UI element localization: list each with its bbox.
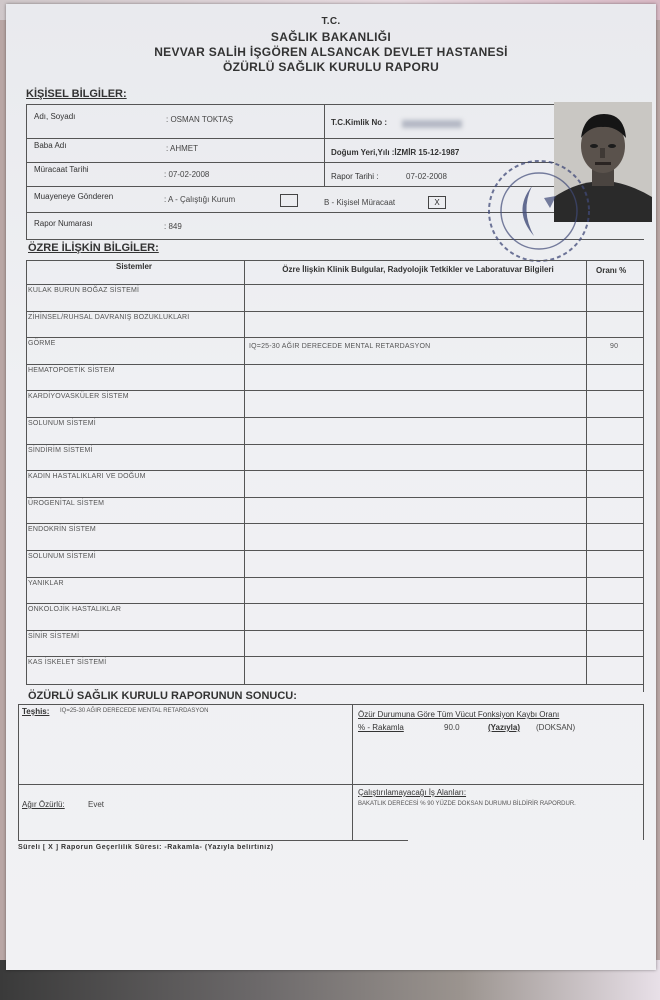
table-row-system: SOLUNUM SİSTEMİ (28, 553, 96, 560)
col-findings-header: Özre İlişkin Klinik Bulgular, Radyolojik Tetkikler ve Laboratuvar Bilgileri (282, 265, 554, 274)
report-date-value: 07-02-2008 (406, 172, 447, 181)
col-ratio-header: Oranı % (596, 266, 627, 275)
table-row-divider (26, 603, 644, 604)
diagnosis-label: Teşhis: (22, 707, 50, 716)
sent-by-label: Muayeneye Gönderen (34, 192, 114, 201)
table-row-divider (26, 311, 644, 312)
table-row-system: SİNDİRİM SİSTEMİ (28, 447, 93, 454)
table-row-divider (26, 656, 644, 657)
application-date-label: Müracaat Tarihi (34, 165, 89, 174)
header-line-1: T.C. (321, 16, 341, 27)
function-loss-label: Özür Durumuna Göre Tüm Vücut Fonksiyon Kaybı Oranı (358, 710, 560, 719)
table-row-system: ENDOKRİN SİSTEM (28, 526, 96, 533)
personal-section-title: KİŞİSEL BİLGİLER: (26, 88, 127, 100)
table-row-system: HEMATOPOETİK SİSTEM (28, 367, 115, 374)
table-row-divider (26, 284, 644, 285)
work-areas-value: BAKATLIK DERECESİ % 90 YÜZDE DOKSAN DURUMU BİLDİRİR RAPORDUR. (358, 801, 576, 807)
result-section-title: ÖZÜRLÜ SAĞLIK KURULU RAPORUNUN SONUCU: (28, 690, 297, 702)
table-row-divider (26, 470, 644, 471)
table-row-system: KADIN HASTALIKLARI VE DOĞUM (28, 473, 146, 480)
table-row-divider (26, 523, 644, 524)
validity-footer-bar: Süreli [ X ] Raporun Geçerlilik Süresi: -Rakamla- (Yazıyla belirtiniz) (18, 844, 274, 851)
diagnosis-value: IQ=25-30 AĞIR DERECEDE MENTAL RETARDASYON (60, 708, 209, 714)
table-row-system: ZİHİNSEL/RUHSAL DAVRANIŞ BOZUKLUKLARI (28, 314, 190, 321)
report-date-label: Rapor Tarihi : (331, 172, 379, 181)
col-systems-header: Sistemler (116, 262, 153, 271)
table-row-system: ÜROGENİTAL SİSTEM (28, 500, 105, 507)
table-row-system: SİNİR SİSTEMİ (28, 633, 80, 640)
percent-numeric-value: 90.0 (444, 723, 460, 732)
disability-section-title: ÖZRE İLİŞKİN BİLGİLER: (28, 242, 159, 254)
table-row-divider (26, 497, 644, 498)
header-hospital: NEVVAR SALİH İŞGÖREN ALSANCAK DEVLET HASTANESİ (154, 45, 508, 59)
tc-redacted (402, 120, 462, 128)
table-row-divider (26, 577, 644, 578)
name-value: : OSMAN TOKTAŞ (166, 115, 234, 124)
sent-option-a: : A - Çalıştığı Kurum (164, 195, 236, 204)
table-row-system: ONKOLOJİK HASTALIKLAR (28, 606, 122, 613)
table-row-ratio: 90 (610, 343, 619, 350)
tc-label: T.C.Kimlik No : (331, 118, 388, 127)
table-bottom-border (26, 684, 644, 685)
report-number-value: : 849 (164, 222, 182, 231)
table-row-divider (26, 630, 644, 631)
table-row-system: GÖRME (28, 340, 56, 347)
father-value: : AHMET (166, 144, 199, 153)
table-row-divider (26, 417, 644, 418)
table-row-system: KAS İSKELET SİSTEMİ (28, 659, 107, 666)
severe-disability-label: Ağır Özürlü: (22, 800, 65, 809)
percent-written-label: (Yazıyla) (488, 723, 521, 732)
application-date-value: : 07-02-2008 (164, 170, 210, 179)
work-areas-label: Çalıştırılamayacağı İş Alanları: (358, 788, 467, 797)
table-row-divider (26, 390, 644, 391)
father-label: Baba Adı (34, 141, 67, 150)
table-row-system: KARDİYOVASKÜLER SİSTEM (28, 393, 129, 400)
table-row-divider (26, 444, 644, 445)
table-row-divider (26, 550, 644, 551)
birth-label: Doğum Yeri,Yılı :İZMİR 15-12-1987 (331, 148, 460, 157)
sent-option-b-checkbox: X (428, 196, 446, 209)
table-row-finding: IQ=25-30 AĞIR DERECEDE MENTAL RETARDASYON (249, 343, 431, 350)
sent-option-a-checkbox (280, 194, 298, 207)
name-label: Adı, Soyadı (34, 112, 76, 121)
table-row-divider (26, 337, 644, 338)
official-stamp (484, 156, 594, 266)
report-document (6, 4, 656, 970)
report-number-label: Rapor Numarası (34, 219, 93, 228)
percent-numeric-label: % - Rakamla (358, 723, 404, 732)
severe-disability-value: Evet (88, 800, 105, 809)
table-row-system: SOLUNUM SİSTEMİ (28, 420, 96, 427)
header-ministry: SAĞLIK BAKANLIĞI (270, 30, 392, 44)
header-report-title: ÖZÜRLÜ SAĞLIK KURULU RAPORU (222, 60, 440, 74)
sent-option-b: B - Kişisel Müracaat (324, 198, 396, 207)
percent-written-value: (DOKSAN) (536, 723, 576, 732)
table-row-divider (26, 364, 644, 365)
table-row-system: YANIKLAR (28, 580, 64, 587)
table-row-system: KULAK BURUN BOĞAZ SİSTEMİ (28, 287, 140, 294)
